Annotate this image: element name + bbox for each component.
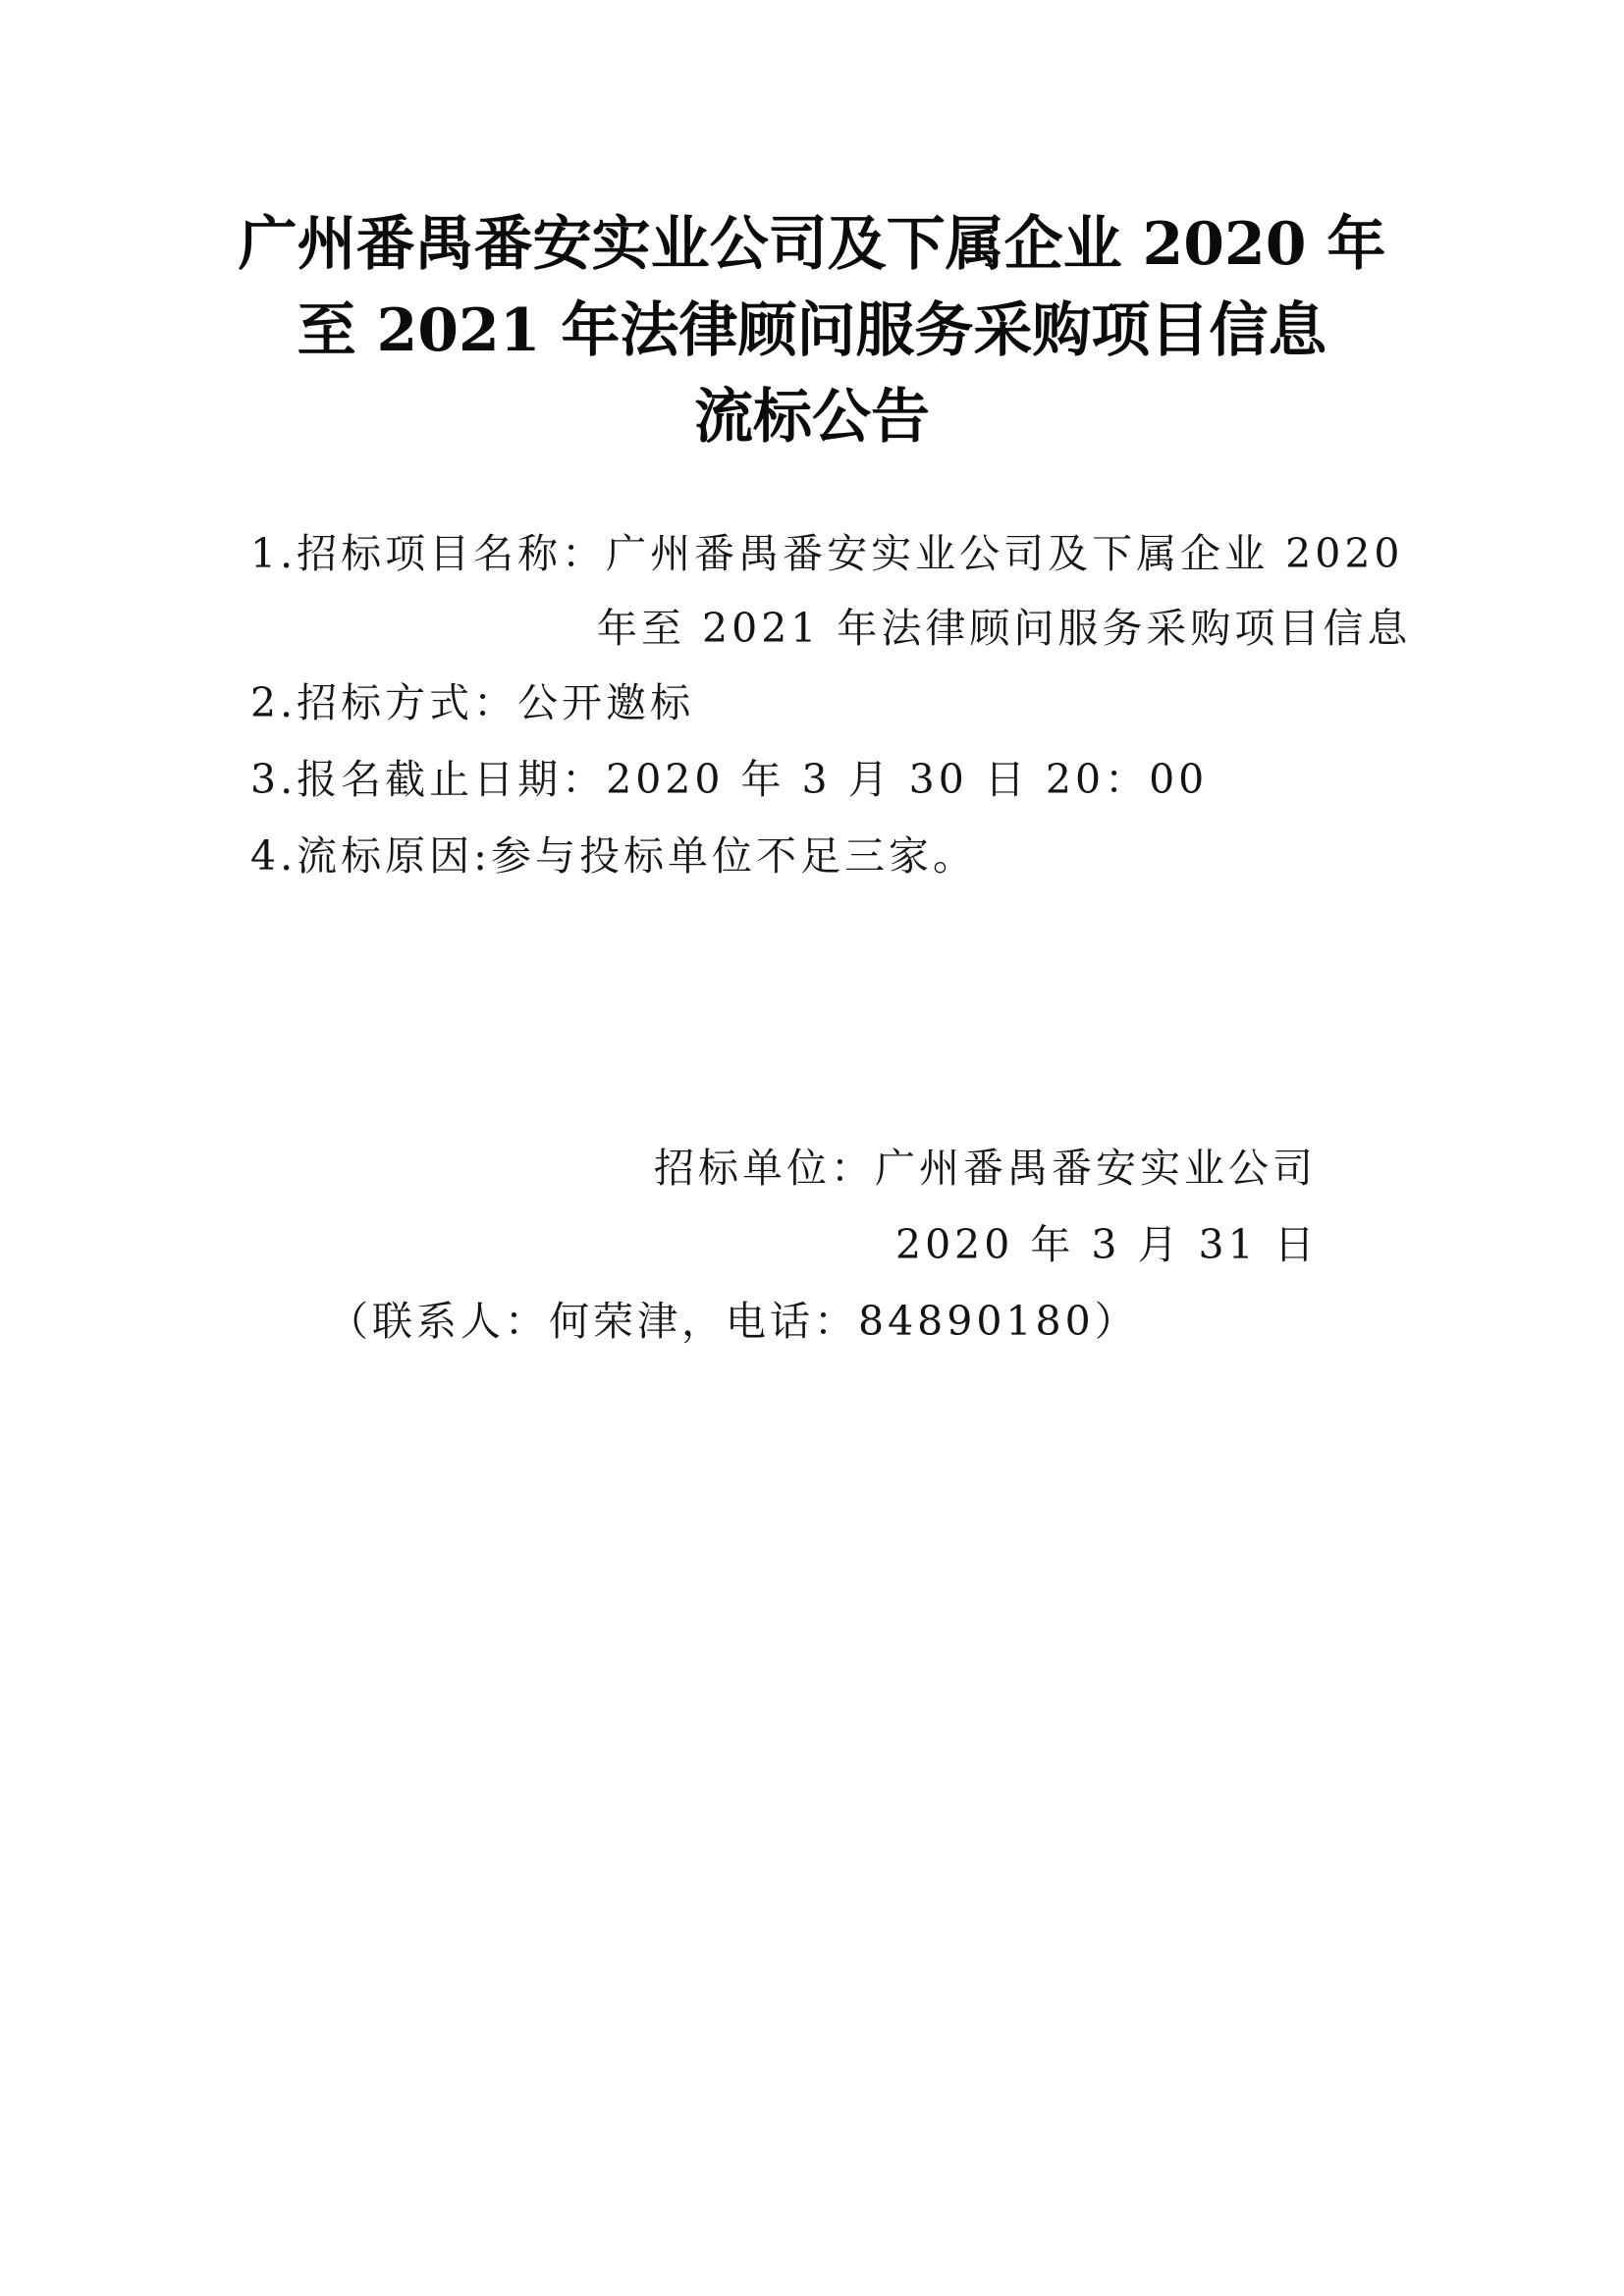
item-failure-reason [250,828,977,883]
item-number: 3. [250,756,298,803]
item-number: 4. [250,832,298,880]
item-value: 参与投标单位不足三家。 [490,832,977,880]
item-number: 2. [250,679,298,726]
signature-unit-label: 招标单位： [654,1145,875,1192]
signature-unit [654,1141,1317,1196]
item-value: 2020 年 3 月 30 日 20：00 [606,756,1209,803]
item-bid-method [250,675,694,730]
item-value: 公开邀标 [517,679,695,726]
item-registration-deadline [250,752,1208,807]
signature-date: 2020 年 3 月 31 日 [895,1221,1319,1268]
item-label: 报名截止日期： [297,756,607,803]
item-label: 招标项目名称： [297,530,607,577]
title-line-3: 流标公告 [694,383,930,452]
contact-info: （联系人：何荣津，电话：84890180） [328,1298,1139,1345]
item-project-name-continued [597,601,1411,656]
item-value-continued: 年至 2021 年法律顾问服务采购项目信息 [597,605,1412,652]
title-line-1: 广州番禺番安实业公司及下属企业 2020 年 [238,210,1386,279]
item-label: 流标原因: [297,832,491,880]
item-project-name [250,526,1404,581]
item-label: 招标方式： [297,679,518,726]
signature-unit-name: 广州番禺番安实业公司 [875,1145,1317,1192]
item-number: 1. [250,530,298,577]
title-line-2: 至 2021 年法律顾问服务采购项目信息 [297,296,1327,365]
document-title [196,201,1428,460]
item-value: 广州番禺番安实业公司及下属企业 2020 [606,530,1404,577]
